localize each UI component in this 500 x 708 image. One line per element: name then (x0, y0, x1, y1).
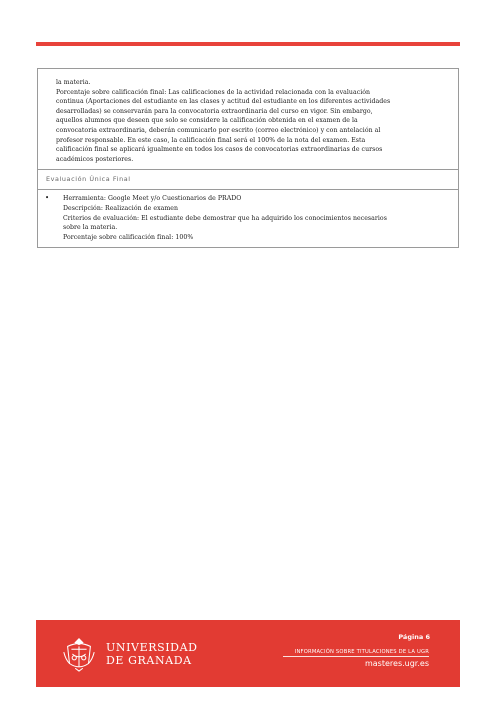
text-line: Herramienta: Google Meet y/o Cuestionarios de PRADO (63, 195, 242, 203)
list-item (45, 194, 448, 242)
header-red-rule (36, 42, 460, 46)
university-name-line-1: UNIVERSIDAD (106, 641, 198, 654)
footer-band (36, 620, 460, 687)
text-line: Descripción: Realización de examen (63, 204, 179, 212)
text-line: Porcentaje sobre calificación final: Las calificaciones de la actividad relacionada con la evaluación (56, 88, 371, 96)
text-line: la materia. (56, 79, 91, 86)
list-item-body (63, 194, 387, 242)
text-line: aquellos alumnos que deseen que solo se considere la calificación obtenida en el examen de la (56, 117, 358, 125)
university-crest-icon (60, 635, 98, 673)
info-heading-link[interactable]: INFORMACIÓN SOBRE TITULACIONES DE LA UGR (294, 649, 429, 655)
text-line: académicos posteriores. (56, 155, 134, 163)
text-line: convocatoria extraordinaria, deberán comunicarlo por escrito (correo electrónico) y con antelación al (56, 126, 381, 134)
page-number: Página 6 (398, 633, 430, 641)
text-line: desarrolladas) se conservarán para la convocatoria extraordinaria del curso en vigor. Sin embargo, (56, 107, 373, 115)
text-line: Criterios de evaluación: El estudiante debe demostrar que ha adquirido los conocimientos necesarios (63, 214, 387, 222)
bullet-icon: • (45, 194, 50, 203)
section-title: Evaluación Única Final (38, 170, 458, 190)
text-line: calificación final se aplicará igualmente en todos los casos de convocatorias extraordinarias de cursos (56, 146, 383, 154)
text-line: profesor responsable. En este caso, la calificación final será el 100% de la nota del examen. Esta (56, 136, 366, 144)
continuous-evaluation-cell (38, 69, 458, 170)
university-logo-text (106, 641, 198, 667)
text-line: continua (Aportaciones del estudiante en las clases y actitud del estudiante en los diferentes actividades (56, 98, 391, 106)
single-final-evaluation-cell (38, 190, 458, 247)
text-line: sobre la materia. (63, 224, 118, 232)
footer-divider (283, 656, 429, 657)
text-line: Porcentaje sobre calificación final: 100% (63, 233, 194, 241)
site-link[interactable]: masteres.ugr.es (364, 659, 429, 668)
university-name-line-2: DE GRANADA (106, 654, 192, 667)
evaluation-table (37, 68, 459, 248)
